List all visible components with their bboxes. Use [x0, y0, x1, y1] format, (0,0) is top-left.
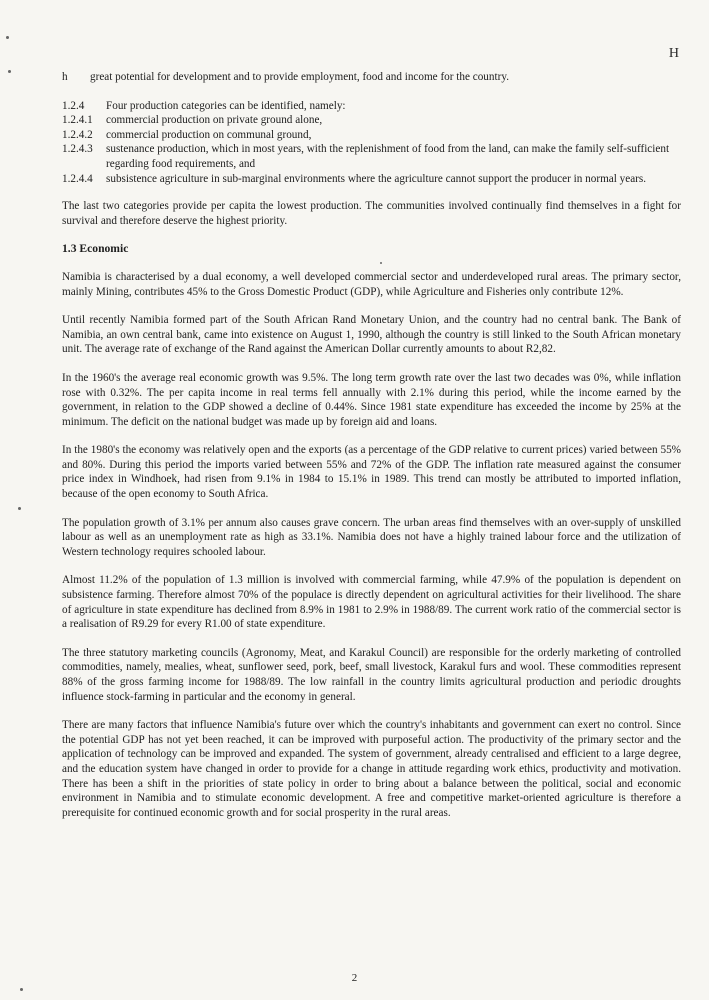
list-item-number: 1.2.4.3 [62, 143, 93, 156]
intro-text: great potential for development and to provide employment, food and income for the country. [90, 71, 509, 83]
scan-speck [8, 70, 11, 73]
paragraph-1980s-exports: In the 1980's the economy was relatively open and the exports (as a percentage of the GDP relative to current prices) varied between 55% and 80%. During this period the imports varied between 55% and 72% of the GDP. The inflation rate measured against the consumer price index in Windhoek, had risen from 9.1% in 1984 to 15.1% in 1989. This trend can mostly be attributed to imported inflation, because of the open economy to South Africa. [62, 444, 681, 501]
list-item-text: commercial production on private ground alone, [106, 114, 323, 127]
list-item-number: 1.2.4.2 [62, 128, 93, 141]
list-item-text: sustenance production, which in most years, with the replenishment of food from the land, can make the family self-sufficient regarding food requirements, and [106, 143, 670, 170]
paragraph-future-factors: There are many factors that influence Namibia's future over which the country's inhabitants and government can exert no control. Since the potential GDP has not yet been reached, it can be improved with purposeful action. The productivity of the primary sector and the application of technology can be improved and expanded. The system of government, already centralised and efficient to a large degree, and the education system have changed in order to provide for a change in attitude regarding work ethics, productivity and motivation. There has been a shift in the priorities of state policy in order to bring about a balance between the political, social and economic environment in Namibia and to stimulate economic development. A free and competitive market-oriented agriculture is therefore a prerequisite for continued economic growth and for social prosperity in the rural areas. [62, 719, 681, 819]
paragraph-population-growth: The population growth of 3.1% per annum also causes grave concern. The urban areas find themselves with an over-supply of unskilled labour as well as an unemployment rate as high as 33.1%. Namibia does not have a highly trained labour force and the utilization of Western technology requires schooled labour. [62, 516, 681, 558]
scan-speck [380, 262, 382, 264]
list-item [62, 142, 681, 171]
list-item-number: 1.2.4 [62, 99, 85, 112]
list-item [62, 172, 681, 187]
production-categories-list [62, 99, 681, 187]
corner-mark: H [668, 46, 679, 61]
scan-speck [6, 36, 9, 39]
intro-lead: h [62, 71, 68, 83]
paragraph-commercial-farming: Almost 11.2% of the population of 1.3 million is involved with commercial farming, while 47.9% of the population is dependent on subsistence farming. Therefore almost 70% of the populace is directly dependent on agricultural activities for their livelihood. The share of agriculture in state expenditure has declined from 8.9% in 1981 to 2.9% in 1988/89. The current work ratio of the commercial sector is a realisation of R9.29 for every R1.00 of state expenditure. [62, 574, 681, 631]
list-item [62, 113, 681, 128]
paragraph-marketing-councils: The three statutory marketing councils (Agronomy, Meat, and Karakul Council) are responsible for the orderly marketing of controlled commodities, namely, mealies, wheat, sunflower seed, pork, beef, small livestock, Karakul furs and wool. These commodities represent 88% of the gross farming income for 1988/89. The low rainfall in the country limits agricultural production and periodic droughts influence stock-farming in particular and the economy in general. [62, 646, 681, 703]
list-item-text: Four production categories can be identified, namely: [106, 99, 346, 112]
list-item-number: 1.2.4.4 [62, 172, 93, 185]
section-heading: 1.3 Economic [62, 242, 129, 256]
document-body [62, 70, 681, 834]
list-item-text: commercial production on communal ground, [106, 128, 312, 141]
paragraph-dual-economy: Namibia is characterised by a dual economy, a well developed commercial sector and underdeveloped rural areas. The primary sector, mainly Mining, contributes 45% to the Gross Domestic Product (GDP), while Agriculture and Fisheries only contribute 12%. [62, 270, 681, 298]
scan-speck [18, 507, 21, 510]
page-number: 2 [351, 972, 358, 984]
paragraph-1960s-growth: In the 1960's the average real economic growth was 9.5%. The long term growth rate over the last two decades was 0%, while inflation rose with 0.32%. The per capita income in real terms fell annually with 2.1% during this period, while the income earned by the government, in relation to the GDP showed a decline of 0.44%. Since 1981 state expenditure has exceeded the income by 25% at the minimum. The deficit on the national budget was made up by foreign aid and loans. [62, 371, 681, 428]
list-item [62, 128, 681, 143]
paragraph-monetary-union: Until recently Namibia formed part of the South African Rand Monetary Union, and the country had no central bank. The Bank of Namibia, an own central bank, came into existence on August 1, 1990, although the country is still linked to the South African monetary unit. The average rate of exchange of the Rand against the American Dollar currently amounts to about R2,82. [62, 314, 681, 356]
intro-line [62, 70, 681, 85]
list-item [62, 99, 681, 114]
list-item-number: 1.2.4.1 [62, 114, 93, 127]
scan-speck [20, 988, 23, 991]
paragraph-categories-summary: The last two categories provide per capita the lowest production. The communities involved continually find themselves in a fight for survival and therefore deserve the highest priority. [62, 200, 681, 227]
list-item-text: subsistence agriculture in sub-marginal environments where the agriculture cannot support the producer in normal years. [106, 172, 647, 185]
